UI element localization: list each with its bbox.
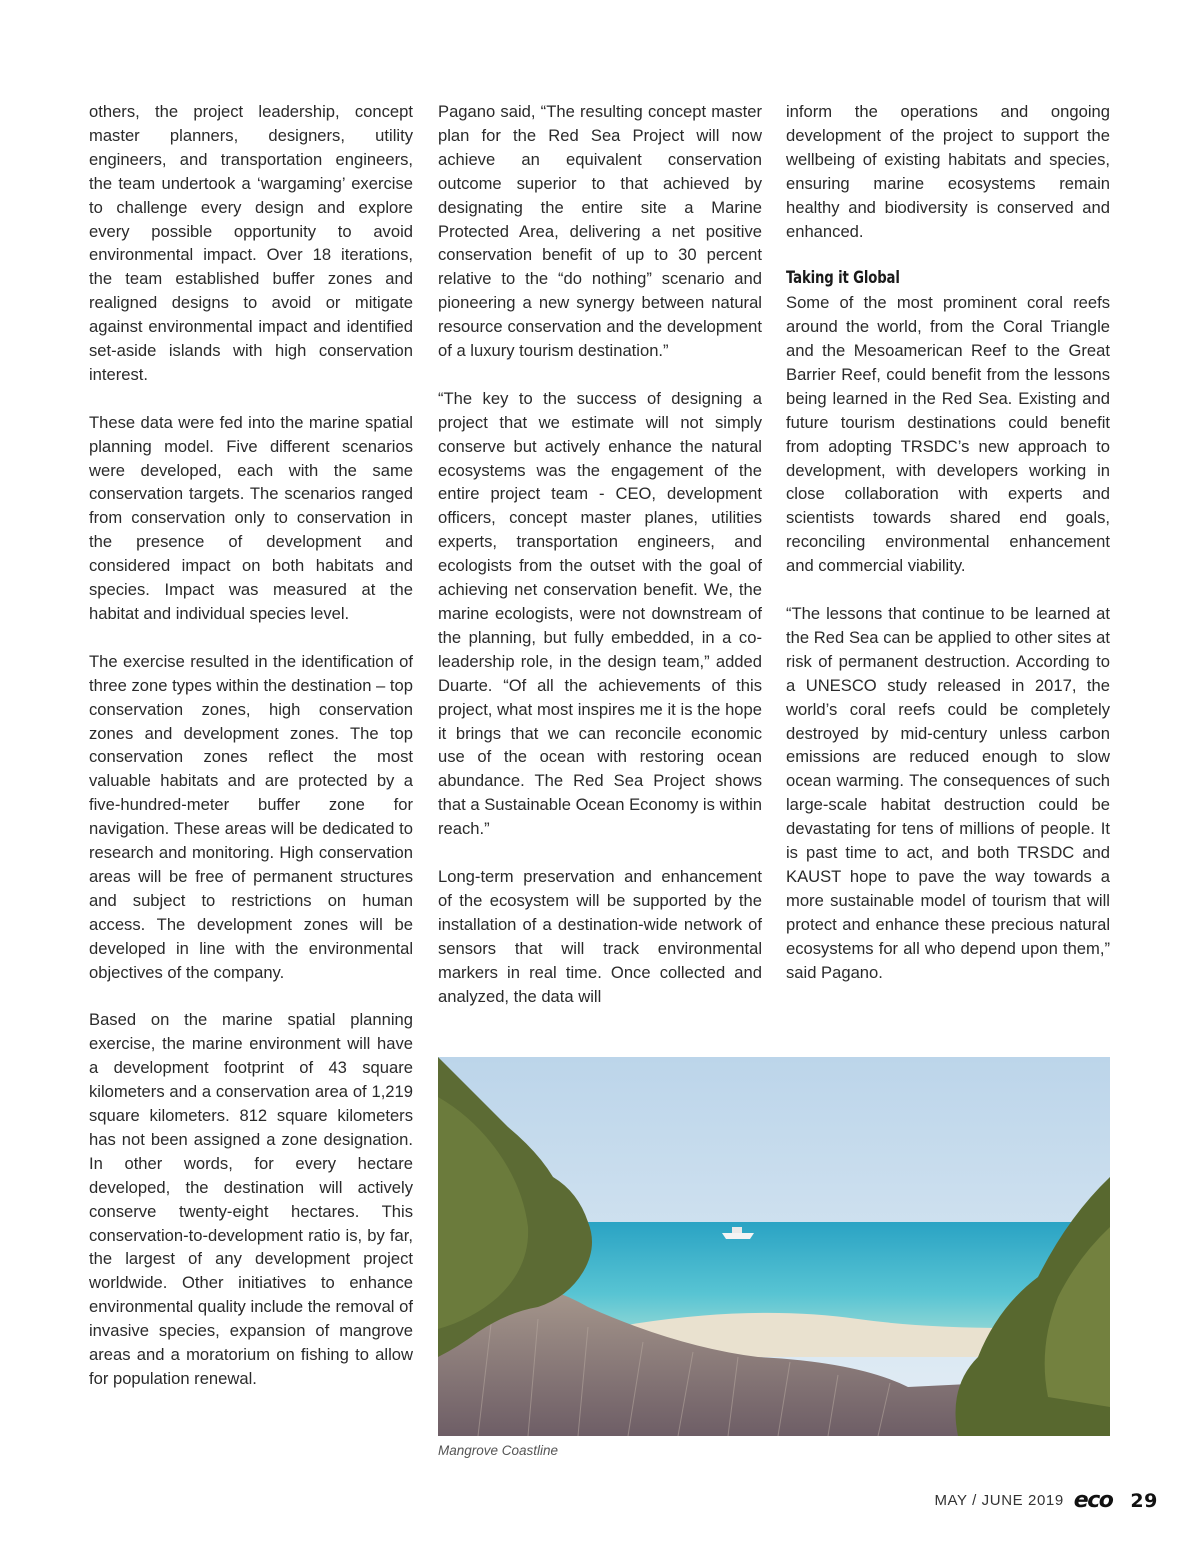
paragraph: others, the project leadership, concept master planners, designers, utility engineers, and transportation engineers, the team undertook a ‘wargaming’ exercise to challenge every design and explore every possible opportunity to avoid environmental impact. Over 18 iterations, the team established buffer zones and realigned designs to avoid or mitigate against environmental impact and identified set-aside islands with high conservation interest. xyxy=(89,102,413,384)
issue-date: MAY / JUNE 2019 xyxy=(934,1492,1064,1509)
text-column-middle xyxy=(438,100,762,1008)
page-footer xyxy=(934,1488,1158,1513)
paragraph: Based on the marine spatial planning exercise, the marine environment will have a development footprint of 43 square kilometers and a conservation area of 1,219 square kilometers. 812 square kilometers has not been assigned a zone designation. In other words, for every hectare developed, the destination will actively conserve twenty-eight hectares. This conservation-to-development ratio is, by far, the largest of any development project worldwide. Other initiatives to enhance environmental quality include the removal of invasive species, expansion of mangrove areas and a moratorium on fishing to allow for population renewal. xyxy=(89,1010,413,1388)
paragraph: “The lessons that continue to be learned at the Red Sea can be applied to other sites at risk of permanent destruction. According to a UNESCO study released in 2017, the world’s coral reefs could be completely destroyed by mid-century unless carbon emissions are reduced enough to slow ocean warming. The consequences of such large-scale habitat destruction could be devastating for tens of millions of people. It is past time to act, and both TRSDC and KAUST hope to pave the way towards a more sustainable model of tourism that will protect and enhance these precious natural ecosystems for all who depend upon them,” said Pagano. xyxy=(786,604,1110,982)
photo-caption: Mangrove Coastline xyxy=(438,1443,559,1458)
page-number: 29 xyxy=(1130,1489,1158,1512)
paragraph: “The key to the success of designing a project that we estimate will not simply conserve but actively enhance the natural ecosystems was the engagement of the entire project team - CEO, development officers, concept master planes, utilities experts, transportation engineers, and ecologists from the outset with the goal of achieving net conservation benefit. We, the marine ecologists, were not downstream of the planning, but fully embedded, in a co-leadership role, in the design team,” added Duarte. “Of all the achievements of this project, what most inspires me it is the hope it brings that we can reconcile economic use of the ocean with restoring ocean abundance. The Red Sea Project shows that a Sustainable Ocean Economy is within reach.” xyxy=(438,388,762,839)
text-column-left xyxy=(89,100,413,1391)
paragraph: Pagano said, “The resulting concept master plan for the Red Sea Project will now achieve an equivalent conservation outcome superior to that achieved by designating the entire site a Marine Protected Area, delivering a net positive conservation benefit of up to 30 percent relative to the “do nothing” scenario and pioneering a new synergy between natural resource conservation and the development of a luxury tourism destination.” xyxy=(438,102,762,361)
paragraph: Some of the most prominent coral reefs around the world, from the Coral Triangle and the Mesoamerican Reef to the Great Barrier Reef, could benefit from the lessons being learned in the Red Sea. Existing and future tourism destinations could benefit from adopting TRSDC’s new approach to development, with developers working in close collaboration with experts and scientists towards shared end goals, reconciling environmental enhancement and commercial viability. xyxy=(786,293,1110,576)
paragraph: Long-term preservation and enhancement of the ecosystem will be supported by the installation of a destination-wide network of sensors that will track environmental markers in real time. Once collected and analyzed, the data will xyxy=(438,866,762,1006)
text-column-right xyxy=(786,100,1110,985)
magazine-logo: eco xyxy=(1073,1488,1113,1513)
mangrove-coastline-photo xyxy=(438,1057,1110,1436)
section-heading: Taking it Global xyxy=(786,268,900,289)
paragraph: inform the operations and ongoing development of the project to support the wellbeing of existing habitats and species, ensuring marine ecosystems remain healthy and biodiversity is conserved and enhanced. xyxy=(786,102,1110,241)
paragraph: These data were fed into the marine spatial planning model. Five different scenarios were developed, each with the same conservation targets. The scenarios ranged from conservation only to conservation in the presence of development and considered impact on both habitats and species. Impact was measured at the habitat and individual species level. xyxy=(89,412,413,624)
paragraph: The exercise resulted in the identification of three zone types within the destination – top conservation zones, high conservation zones and development zones. The top conservation zones reflect the most valuable habitats and are protected by a five-hundred-meter buffer zone for navigation. These areas will be dedicated to research and monitoring. High conservation areas will be free of permanent structures and subject to restrictions on human access. The development zones will be developed in line with the environmental objectives of the company. xyxy=(89,651,413,982)
